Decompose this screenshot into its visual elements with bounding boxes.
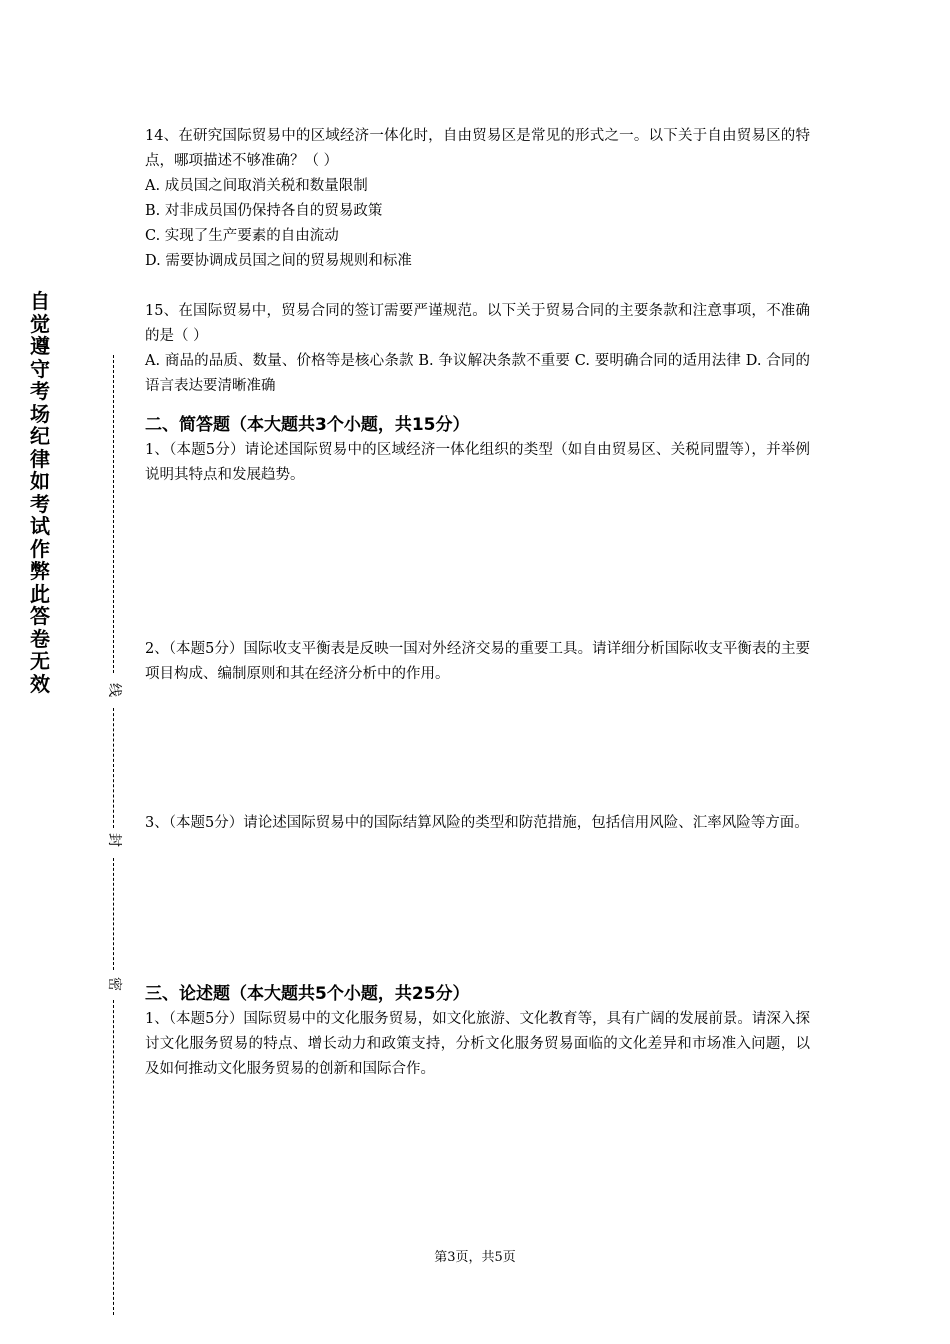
question-14	[145, 124, 810, 274]
seal-dashed-line	[113, 858, 114, 970]
option-c: C. 实现了生产要素的自由流动	[145, 228, 339, 244]
options-inline: A. 商品的品质、数量、价格等是核心条款 B. 争议解决条款不重要 C. 要明确合同的适用法律 D. 合同的语言表达要清晰准确	[145, 353, 810, 394]
section-short-answer-title: 二、简答题（本大题共3个小题，共15分）	[145, 415, 470, 435]
seal-dashed-line	[113, 355, 114, 673]
question-stem: 15、在国际贸易中，贸易合同的签订需要严谨规范。以下关于贸易合同的主要条款和注意事项，不准确的是（ ）	[145, 303, 810, 344]
exam-content	[145, 124, 810, 1082]
seal-char-secret: 密	[106, 977, 122, 991]
short-answer-2: 2、（本题5分）国际收支平衡表是反映一国对外经济交易的重要工具。请详细分析国际收支平衡表的主要项目构成、编制原则和其在经济分析中的作用。	[145, 641, 810, 682]
section-essay-title: 三、论述题（本大题共5个小题，共25分）	[145, 984, 470, 1004]
seal-char-line: 线	[106, 683, 122, 697]
option-a: A. 成员国之间取消关税和数量限制	[145, 178, 368, 194]
question-stem: 14、在研究国际贸易中的区域经济一体化时，自由贸易区是常见的形式之一。以下关于自由贸易区的特点，哪项描述不够准确？（ ）	[145, 128, 810, 169]
page-number: 第3页，共5页	[434, 1250, 516, 1265]
option-d: D. 需要协调成员国之间的贸易规则和标准	[145, 253, 412, 269]
exam-discipline-notice: 自觉遵守考场纪律如考试作弊此答卷无效	[30, 289, 50, 696]
short-answer-1: 1、（本题5分）请论述国际贸易中的区域经济一体化组织的类型（如自由贸易区、关税同盟等），并举例说明其特点和发展趋势。	[145, 442, 810, 483]
essay-1: 1、（本题5分）国际贸易中的文化服务贸易，如文化旅游、文化教育等，具有广阔的发展前景。请深入探讨文化服务贸易的特点、增长动力和政策支持，分析文化服务贸易面临的文化差异和市场准入问题，以及如何推动文化服务贸易的创新和国际合作。	[145, 1011, 810, 1077]
question-15	[145, 299, 810, 399]
seal-dashed-line	[113, 708, 114, 828]
option-b: B. 对非成员国仍保持各自的贸易政策	[145, 203, 383, 219]
short-answer-3: 3、（本题5分）请论述国际贸易中的国际结算风险的类型和防范措施，包括信用风险、汇率风险等方面。	[145, 815, 809, 831]
seal-dashed-line	[113, 1000, 114, 1315]
seal-char-seal: 封	[106, 833, 122, 847]
